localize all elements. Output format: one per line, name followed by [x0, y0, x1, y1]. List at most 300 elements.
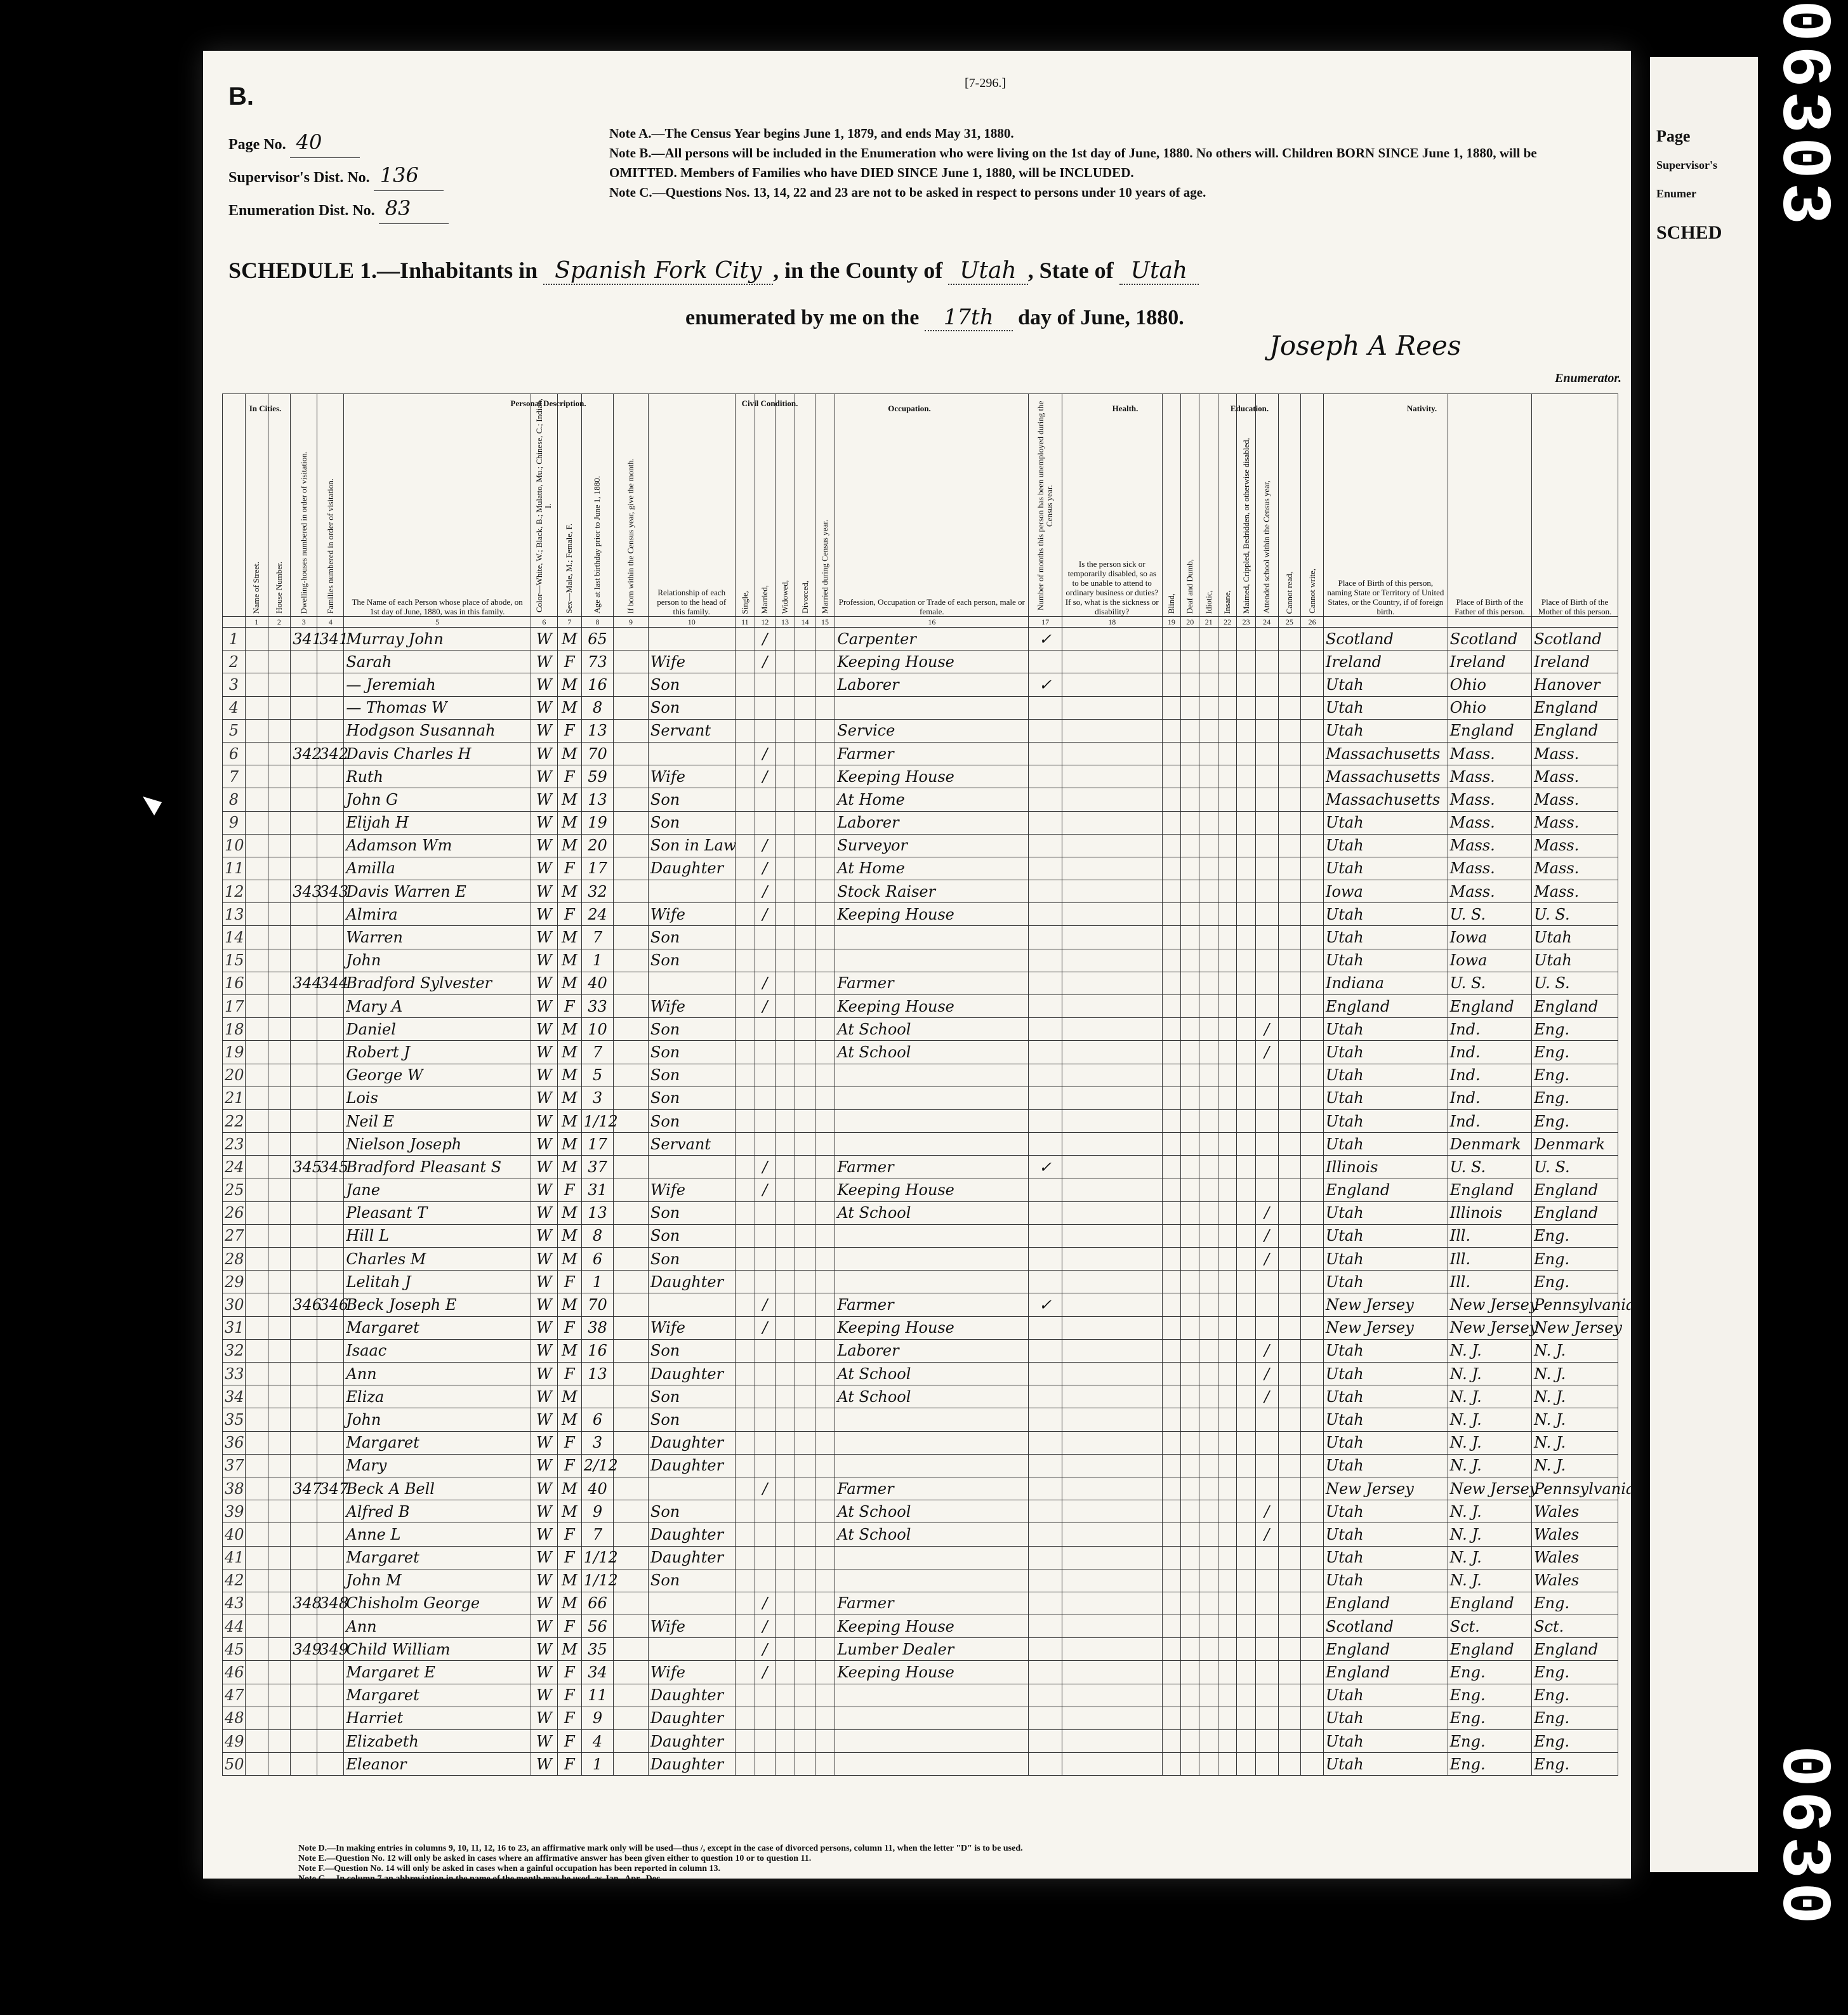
- sex-cell: F: [557, 651, 581, 673]
- color-cell: W: [531, 1592, 557, 1615]
- family-number: [317, 1661, 344, 1684]
- census-row: [223, 1293, 1618, 1316]
- house-number-cell: [268, 1018, 291, 1041]
- note-g: Note G.—In column 7 an abbreviation in the name of the month may be used, as Jan., Apr., Dec.: [298, 1874, 663, 1884]
- dwelling-number: [291, 1454, 317, 1477]
- census-row: [223, 1454, 1618, 1477]
- person-name: Sarah: [344, 651, 531, 673]
- unemployed-cell: [1029, 972, 1062, 994]
- birthplace-cell: New Jersey: [1324, 1316, 1448, 1339]
- census-row: [223, 696, 1618, 719]
- month-born-cell: [614, 834, 649, 857]
- relationship-cell: Daughter: [648, 1523, 735, 1546]
- family-number: [317, 1064, 344, 1087]
- blind-cell: [1162, 1018, 1180, 1041]
- month-born-cell: [614, 696, 649, 719]
- month-born-header: If born within the Census year, give the month.: [614, 394, 649, 617]
- occupation-cell: Keeping House: [835, 1661, 1029, 1684]
- sickness-cell: [1062, 1248, 1162, 1271]
- birthplace-cell: England: [1324, 1661, 1448, 1684]
- school-cell: [1255, 903, 1278, 926]
- age-cell: 56: [581, 1615, 613, 1638]
- dwelling-number: [291, 719, 317, 742]
- occupation-cell: Farmer: [835, 1477, 1029, 1500]
- birthplace-cell: Utah: [1324, 1408, 1448, 1431]
- column-number: 13: [775, 617, 795, 628]
- single-cell: [735, 880, 755, 903]
- group-in-cities: In Cities.: [249, 404, 282, 413]
- divorced-cell: [795, 1018, 815, 1041]
- idiotic-cell: [1199, 651, 1218, 673]
- cannot-read-header: Cannot read,: [1278, 394, 1301, 617]
- divorced-cell: [795, 628, 815, 651]
- sickness-cell: [1062, 1500, 1162, 1523]
- color-cell: W: [531, 972, 557, 994]
- census-row: [223, 1224, 1618, 1247]
- line-number: 25: [223, 1179, 246, 1201]
- census-row: [223, 1064, 1618, 1087]
- maimed-cell: [1237, 1087, 1255, 1109]
- cannot-read-cell: [1278, 1064, 1301, 1087]
- column-number: 19: [1162, 617, 1180, 628]
- age-cell: 17: [581, 857, 613, 880]
- cannot-write-cell: [1301, 1041, 1324, 1064]
- cannot-write-cell: [1301, 651, 1324, 673]
- father-birthplace-cell: Mass.: [1448, 765, 1532, 788]
- footnotes: [298, 1844, 1599, 1884]
- age-cell: 1: [581, 1753, 613, 1776]
- line-no-header: [223, 394, 246, 617]
- school-cell: [1255, 1293, 1278, 1316]
- sex-cell: M: [557, 673, 581, 696]
- maimed-header: Maimed, Crippled, Bedridden, or otherwise disabled,: [1237, 394, 1255, 617]
- unemployed-cell: ✓: [1029, 673, 1062, 696]
- color-cell: W: [531, 995, 557, 1018]
- maimed-cell: [1237, 857, 1255, 880]
- month-born-cell: [614, 926, 649, 949]
- insane-cell: [1218, 651, 1236, 673]
- single-cell: [735, 903, 755, 926]
- married-cell: [755, 1109, 776, 1132]
- month-born-cell: [614, 1271, 649, 1293]
- father-birthplace-cell: England: [1448, 995, 1532, 1018]
- school-cell: [1255, 1431, 1278, 1454]
- person-name: Ann: [344, 1615, 531, 1638]
- relationship-cell: Daughter: [648, 1684, 735, 1707]
- house-number-cell: [268, 1707, 291, 1729]
- color-cell: W: [531, 1109, 557, 1132]
- single-cell: [735, 857, 755, 880]
- deaf-cell: [1181, 857, 1199, 880]
- idiotic-cell: [1199, 1316, 1218, 1339]
- single-cell: [735, 972, 755, 994]
- dwelling-number: [291, 1385, 317, 1408]
- mother-birthplace-cell: Mass.: [1532, 880, 1618, 903]
- divorced-cell: [795, 1730, 815, 1753]
- person-name: Eleanor: [344, 1753, 531, 1776]
- relationship-cell: Son: [648, 788, 735, 811]
- idiotic-cell: [1199, 1707, 1218, 1729]
- person-name: Hodgson Susannah: [344, 719, 531, 742]
- person-name: Amilla: [344, 857, 531, 880]
- single-cell: [735, 1569, 755, 1592]
- state-label: , State of: [1027, 258, 1114, 283]
- idiotic-cell: [1199, 1638, 1218, 1661]
- dwelling-number: [291, 765, 317, 788]
- sex-cell: M: [557, 1477, 581, 1500]
- house-number-cell: [268, 995, 291, 1018]
- blind-cell: [1162, 1684, 1180, 1707]
- birthplace-cell: New Jersey: [1324, 1293, 1448, 1316]
- dwelling-number: [291, 1523, 317, 1546]
- street-cell: [245, 926, 268, 949]
- father-birthplace-cell: England: [1448, 1592, 1532, 1615]
- age-cell: 13: [581, 719, 613, 742]
- married-cell: [755, 1431, 776, 1454]
- insane-cell: [1218, 1477, 1236, 1500]
- family-number: [317, 834, 344, 857]
- father-birthplace-cell: N. J.: [1448, 1546, 1532, 1569]
- insane-cell: [1218, 949, 1236, 972]
- month-born-cell: [614, 1431, 649, 1454]
- cannot-write-cell: [1301, 834, 1324, 857]
- widowed-cell: [775, 1753, 795, 1776]
- dwelling-number: [291, 1179, 317, 1201]
- relationship-cell: Wife: [648, 903, 735, 926]
- month-born-cell: [614, 880, 649, 903]
- color-cell: W: [531, 1615, 557, 1638]
- widowed-cell: [775, 1454, 795, 1477]
- line-number: 17: [223, 995, 246, 1018]
- dwelling-number: [291, 1730, 317, 1753]
- house-number-cell: [268, 903, 291, 926]
- mother-birthplace-cell: U. S.: [1532, 972, 1618, 994]
- color-cell: W: [531, 1179, 557, 1201]
- age-cell: 13: [581, 1363, 613, 1385]
- age-cell: 70: [581, 1293, 613, 1316]
- occupation-cell: [835, 1133, 1029, 1156]
- married-year-cell: [815, 1316, 835, 1339]
- unemployed-cell: [1029, 1109, 1062, 1132]
- column-number: 5: [344, 617, 531, 628]
- dwelling-number: 343: [291, 880, 317, 903]
- age-cell: 66: [581, 1592, 613, 1615]
- dwelling-number: [291, 1500, 317, 1523]
- person-name: John G: [344, 788, 531, 811]
- sex-cell: M: [557, 926, 581, 949]
- insane-cell: [1218, 880, 1236, 903]
- birthplace-cell: Utah: [1324, 1546, 1448, 1569]
- color-header: Color—White, W.; Black, B.; Mulatto, Mu.; Chinese, C.; Indian, I.: [531, 394, 557, 617]
- insane-cell: [1218, 995, 1236, 1018]
- house-number-cell: [268, 1730, 291, 1753]
- family-number: [317, 1408, 344, 1431]
- month-born-cell: [614, 628, 649, 651]
- sex-cell: M: [557, 1339, 581, 1362]
- widowed-cell: [775, 857, 795, 880]
- married-cell: [755, 673, 776, 696]
- deaf-cell: [1181, 1500, 1199, 1523]
- census-row: [223, 719, 1618, 742]
- page-no: 40: [290, 127, 360, 158]
- line-number: 31: [223, 1316, 246, 1339]
- blind-cell: [1162, 1661, 1180, 1684]
- married-year-cell: [815, 903, 835, 926]
- census-row: [223, 1546, 1618, 1569]
- family-number: [317, 1224, 344, 1247]
- occupation-cell: Lumber Dealer: [835, 1638, 1029, 1661]
- house-number-cell: [268, 1523, 291, 1546]
- mother-birthplace-cell: Utah: [1532, 949, 1618, 972]
- mother-birthplace-cell: Ireland: [1532, 651, 1618, 673]
- occupation-cell: [835, 1569, 1029, 1592]
- sickness-cell: [1062, 1363, 1162, 1385]
- enumerated-line: [685, 305, 1184, 331]
- widowed-cell: [775, 1064, 795, 1087]
- person-name: Bradford Sylvester: [344, 972, 531, 994]
- married-cell: [755, 1018, 776, 1041]
- insane-cell: [1218, 1339, 1236, 1362]
- cannot-read-cell: [1278, 1224, 1301, 1247]
- census-row: [223, 903, 1618, 926]
- census-row: [223, 1363, 1618, 1385]
- birthplace-cell: Utah: [1324, 1201, 1448, 1224]
- month-born-cell: [614, 949, 649, 972]
- idiotic-cell: [1199, 1248, 1218, 1271]
- divorced-cell: [795, 1523, 815, 1546]
- married-cell: [755, 1385, 776, 1408]
- family-number: [317, 1730, 344, 1753]
- street-cell: [245, 1248, 268, 1271]
- house-number-cell: [268, 972, 291, 994]
- maimed-cell: [1237, 1201, 1255, 1224]
- school-cell: [1255, 1569, 1278, 1592]
- maimed-cell: [1237, 1156, 1255, 1179]
- person-name: Ruth: [344, 765, 531, 788]
- deaf-cell: [1181, 1753, 1199, 1776]
- insane-cell: [1218, 1707, 1236, 1729]
- married-cell: [755, 1041, 776, 1064]
- sex-cell: F: [557, 719, 581, 742]
- sick-header: Is the person sick or temporarily disabled, so as to be unable to attend to ordinary business or duties? If so, what is the sickness or disability?: [1062, 394, 1162, 617]
- family-number: [317, 1179, 344, 1201]
- mother-birthplace-cell: Scotland: [1532, 628, 1618, 651]
- married-cell: /: [755, 972, 776, 994]
- idiotic-cell: [1199, 1523, 1218, 1546]
- unemployed-cell: [1029, 1730, 1062, 1753]
- idiotic-cell: [1199, 1408, 1218, 1431]
- person-name: Davis Charles H: [344, 742, 531, 765]
- month-born-cell: [614, 1339, 649, 1362]
- mother-birthplace-cell: New Jersey: [1532, 1316, 1618, 1339]
- unemployed-cell: [1029, 1339, 1062, 1362]
- person-name: Alfred B: [344, 1500, 531, 1523]
- enum-day: 17th: [925, 305, 1013, 331]
- occupation-cell: [835, 1707, 1029, 1729]
- birthplace-cell: Utah: [1324, 1385, 1448, 1408]
- widowed-cell: [775, 765, 795, 788]
- column-number: 6: [531, 617, 557, 628]
- line-number: 9: [223, 811, 246, 834]
- line-number: 50: [223, 1753, 246, 1776]
- sickness-cell: [1062, 1018, 1162, 1041]
- single-cell: [735, 1431, 755, 1454]
- deaf-cell: [1181, 1041, 1199, 1064]
- mother-birthplace-cell: Eng.: [1532, 1224, 1618, 1247]
- mother-birthplace-cell: Eng.: [1532, 1064, 1618, 1087]
- street-cell: [245, 1293, 268, 1316]
- blind-cell: [1162, 949, 1180, 972]
- relationship-cell: Son: [648, 1064, 735, 1087]
- note-f: Note F.—Question No. 14 will only be asked in cases when a gainful occupation has been reported in column 13.: [298, 1864, 721, 1873]
- married-cell: [755, 1339, 776, 1362]
- divorced-cell: [795, 651, 815, 673]
- unemployed-cell: [1029, 1201, 1062, 1224]
- relationship-cell: [648, 972, 735, 994]
- single-cell: [735, 1064, 755, 1087]
- age-cell: 16: [581, 673, 613, 696]
- single-cell: [735, 949, 755, 972]
- sickness-cell: [1062, 1638, 1162, 1661]
- family-number: [317, 1363, 344, 1385]
- person-name: Neil E: [344, 1109, 531, 1132]
- blind-cell: [1162, 1339, 1180, 1362]
- cannot-read-cell: [1278, 811, 1301, 834]
- unemployed-cell: [1029, 696, 1062, 719]
- insane-cell: [1218, 742, 1236, 765]
- school-cell: /: [1255, 1018, 1278, 1041]
- line-number: 4: [223, 696, 246, 719]
- family-number: [317, 1271, 344, 1293]
- idiotic-cell: [1199, 811, 1218, 834]
- insane-cell: [1218, 1109, 1236, 1132]
- line-number: 8: [223, 788, 246, 811]
- cannot-write-cell: [1301, 1156, 1324, 1179]
- widowed-cell: [775, 1546, 795, 1569]
- month-born-cell: [614, 1201, 649, 1224]
- divorced-cell: [795, 1661, 815, 1684]
- cannot-write-cell: [1301, 949, 1324, 972]
- color-cell: W: [531, 1454, 557, 1477]
- house-number-cell: [268, 1431, 291, 1454]
- father-birthplace-cell: N. J.: [1448, 1500, 1532, 1523]
- blind-cell: [1162, 811, 1180, 834]
- color-cell: W: [531, 1569, 557, 1592]
- side-enum-label: Enumer: [1656, 187, 1696, 200]
- idiotic-cell: [1199, 857, 1218, 880]
- person-name: Hill L: [344, 1224, 531, 1247]
- school-cell: [1255, 1661, 1278, 1684]
- deaf-cell: [1181, 1569, 1199, 1592]
- county-label: , in the County of: [773, 258, 943, 283]
- birthplace-cell: England: [1324, 1179, 1448, 1201]
- relationship-cell: Son: [648, 811, 735, 834]
- census-row: [223, 1523, 1618, 1546]
- maimed-cell: [1237, 765, 1255, 788]
- maimed-cell: [1237, 926, 1255, 949]
- cannot-write-cell: [1301, 1431, 1324, 1454]
- sickness-cell: [1062, 673, 1162, 696]
- single-cell: [735, 1018, 755, 1041]
- sex-cell: F: [557, 1546, 581, 1569]
- married-cell: /: [755, 765, 776, 788]
- month-born-cell: [614, 1385, 649, 1408]
- father-birthplace-cell: England: [1448, 719, 1532, 742]
- occupation-cell: Stock Raiser: [835, 880, 1029, 903]
- census-row: [223, 1316, 1618, 1339]
- family-number: 342: [317, 742, 344, 765]
- state: Utah: [1119, 258, 1199, 285]
- insane-cell: [1218, 1201, 1236, 1224]
- family-number: [317, 1523, 344, 1546]
- widowed-cell: [775, 1248, 795, 1271]
- father-birthplace-cell: Mass.: [1448, 834, 1532, 857]
- cannot-read-cell: [1278, 1179, 1301, 1201]
- relationship-cell: Son: [648, 1339, 735, 1362]
- month-born-cell: [614, 1316, 649, 1339]
- father-birthplace-cell: Eng.: [1448, 1730, 1532, 1753]
- sex-cell: M: [557, 696, 581, 719]
- family-header: Families numbered in order of visitation.: [317, 394, 344, 617]
- married-cell: [755, 1201, 776, 1224]
- father-birthplace-cell: U. S.: [1448, 972, 1532, 994]
- idiotic-cell: [1199, 788, 1218, 811]
- age-cell: 59: [581, 765, 613, 788]
- mother-birthplace-cell: Hanover: [1532, 673, 1618, 696]
- person-name: Margaret: [344, 1431, 531, 1454]
- insane-cell: [1218, 696, 1236, 719]
- line-number: 18: [223, 1018, 246, 1041]
- age-cell: 13: [581, 788, 613, 811]
- married-year-cell: [815, 1477, 835, 1500]
- school-cell: [1255, 880, 1278, 903]
- unemployed-cell: [1029, 1546, 1062, 1569]
- deaf-cell: [1181, 949, 1199, 972]
- widowed-cell: [775, 995, 795, 1018]
- divorced-cell: [795, 926, 815, 949]
- relationship-cell: Servant: [648, 719, 735, 742]
- father-birthplace-cell: Ind.: [1448, 1041, 1532, 1064]
- father-birthplace-cell: Ill.: [1448, 1271, 1532, 1293]
- relationship-cell: Daughter: [648, 1454, 735, 1477]
- occupation-cell: [835, 1546, 1029, 1569]
- divorced-cell: [795, 1064, 815, 1087]
- married-cell: /: [755, 1592, 776, 1615]
- maimed-cell: [1237, 811, 1255, 834]
- film-frame-number-bottom: 0630: [1762, 1745, 1842, 1929]
- insane-cell: [1218, 1408, 1236, 1431]
- deaf-cell: [1181, 880, 1199, 903]
- family-number: [317, 926, 344, 949]
- married-year-cell: [815, 1500, 835, 1523]
- father-birthplace-cell: Ohio: [1448, 696, 1532, 719]
- mother-birthplace-cell: Eng.: [1532, 1248, 1618, 1271]
- maimed-cell: [1237, 1523, 1255, 1546]
- married-cell: /: [755, 742, 776, 765]
- divorced-cell: [795, 1271, 815, 1293]
- occupation-cell: Farmer: [835, 1156, 1029, 1179]
- occupation-cell: Surveyor: [835, 834, 1029, 857]
- cannot-write-cell: [1301, 1224, 1324, 1247]
- married-cell: /: [755, 1661, 776, 1684]
- house-number-cell: [268, 1339, 291, 1362]
- relationship-cell: Son: [648, 1248, 735, 1271]
- occupation-cell: Keeping House: [835, 651, 1029, 673]
- street-cell: [245, 1271, 268, 1293]
- color-cell: W: [531, 1431, 557, 1454]
- birthplace-cell: England: [1324, 1638, 1448, 1661]
- dwelling-number: [291, 788, 317, 811]
